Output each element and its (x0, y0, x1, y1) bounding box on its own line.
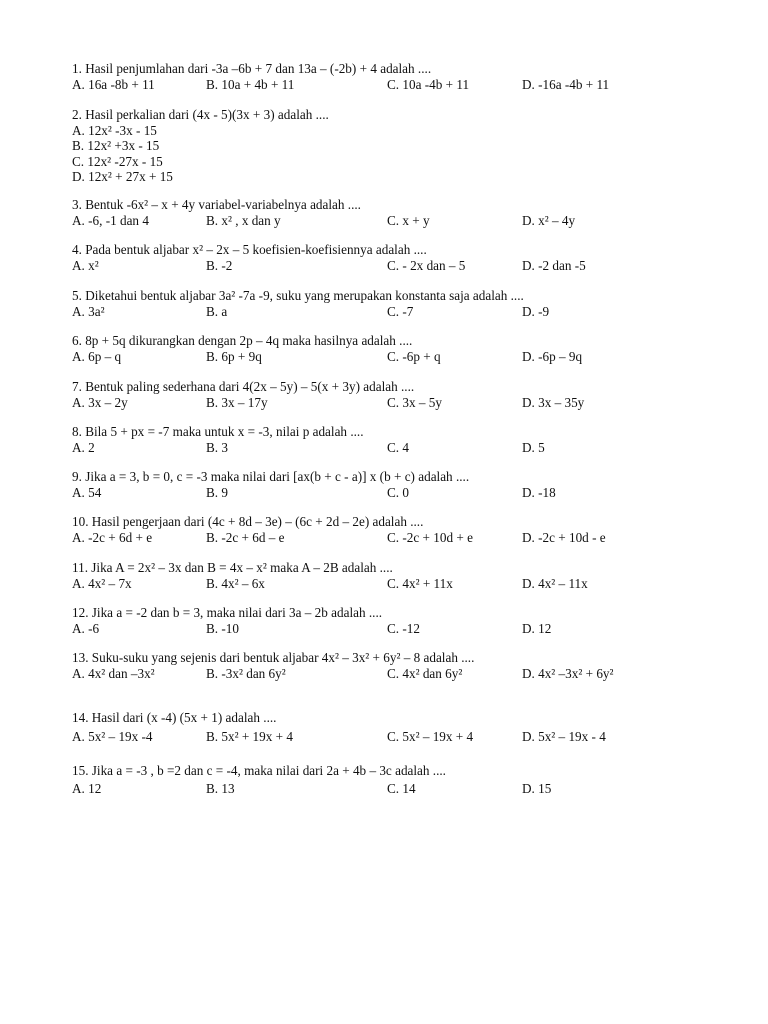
question-8 (72, 424, 692, 455)
option-b: B. 10a + 4b + 11 (206, 76, 295, 92)
option-b: B. -2 (206, 257, 233, 273)
option-d: D. -9 (522, 303, 550, 319)
question-11 (72, 560, 692, 591)
options-row (72, 258, 692, 274)
options-row (72, 530, 692, 546)
option-b: B. 9 (206, 484, 228, 500)
option-b: B. -2c + 6d – e (206, 529, 285, 545)
option-c: C. 4 (387, 439, 409, 455)
question-stem: 6. 8p + 5q dikurangkan dengan 2p – 4q maka hasilnya adalah .... (72, 333, 413, 348)
option-d: D. -18 (522, 484, 556, 500)
question-stem: 10. Hasil pengerjaan dari (4c + 8d – 3e) – (6c + 2d – 2e) adalah .... (72, 514, 424, 529)
option-a: A. 3a² (72, 303, 105, 319)
options-row (72, 77, 692, 93)
question-stem: 7. Bentuk paling sederhana dari 4(2x – 5y) – 5(x + 3y) adalah .... (72, 379, 415, 394)
question-6 (72, 333, 692, 364)
option-d: D. 5 (522, 439, 545, 455)
options-row (72, 729, 692, 745)
question-stem: 15. Jika a = -3 , b =2 dan c = -4, maka nilai dari 2a + 4b – 3c adalah .... (72, 763, 446, 778)
option-b: B. 6p + 9q (206, 348, 262, 364)
question-stem: 9. Jika a = 3, b = 0, c = -3 maka nilai dari [ax(b + c - a)] x (b + c) adalah .... (72, 469, 470, 484)
question-7 (72, 379, 692, 410)
option-d: D. 4x² – 11x (522, 575, 588, 591)
option-a: A. 4x² dan –3x² (72, 665, 155, 681)
option-b: B. 3x – 17y (206, 394, 268, 410)
option-c: C. 12x² -27x - 15 (72, 153, 163, 169)
question-stem: 13. Suku-suku yang sejenis dari bentuk aljabar 4x² – 3x² + 6y² – 8 adalah .... (72, 650, 475, 665)
option-b: B. -3x² dan 6y² (206, 665, 286, 681)
option-c: C. 4x² + 11x (387, 575, 453, 591)
option-d: D. -2 dan -5 (522, 257, 586, 273)
option-a: A. 5x² – 19x -4 (72, 728, 153, 744)
options-row (72, 440, 692, 456)
option-d: D. -6p – 9q (522, 348, 583, 364)
option-a: A. 54 (72, 484, 102, 500)
option-c: C. -2c + 10d + e (387, 529, 473, 545)
question-4 (72, 242, 692, 273)
options-row (72, 349, 692, 365)
option-d: D. -2c + 10d - e (522, 529, 606, 545)
option-c: C. 0 (387, 484, 409, 500)
question-stem: 1. Hasil penjumlahan dari -3a –6b + 7 dan 13a – (-2b) + 4 adalah .... (72, 61, 432, 76)
question-stem: 14. Hasil dari (x -4) (5x + 1) adalah .... (72, 710, 277, 725)
option-b: B. a (206, 303, 228, 319)
option-b: B. 12x² +3x - 15 (72, 138, 160, 153)
options-row (72, 576, 692, 592)
options-row (72, 213, 692, 229)
question-9 (72, 469, 692, 500)
option-c: C. - 2x dan – 5 (387, 257, 466, 273)
option-b: B. x² , x dan y (206, 212, 281, 228)
option-a: A. 16a -8b + 11 (72, 76, 155, 92)
option-a: A. -6, -1 dan 4 (72, 212, 149, 228)
option-b: B. 13 (206, 780, 235, 796)
options-row (72, 485, 692, 501)
question-stem: 5. Diketahui bentuk aljabar 3a² -7a -9, suku yang merupakan konstanta saja adalah .... (72, 288, 524, 303)
option-b: B. 4x² – 6x (206, 575, 265, 591)
option-c: C. -7 (387, 303, 414, 319)
option-c: C. x + y (387, 212, 430, 228)
option-c: C. 3x – 5y (387, 394, 442, 410)
option-a: A. 12x² -3x - 15 (72, 122, 157, 138)
options-row (72, 395, 692, 411)
option-d: D. 4x² –3x² + 6y² (522, 665, 614, 681)
option-a: A. x² (72, 257, 99, 273)
option-a: A. -6 (72, 620, 100, 636)
question-12 (72, 605, 692, 636)
option-d: D. 5x² – 19x - 4 (522, 728, 606, 744)
question-2 (72, 107, 692, 185)
option-c: C. 14 (387, 780, 416, 796)
question-5 (72, 288, 692, 319)
option-d: D. x² – 4y (522, 212, 576, 228)
options-row (72, 304, 692, 320)
question-3 (72, 197, 692, 228)
question-stem: 3. Bentuk -6x² – x + 4y variabel-variabelnya adalah .... (72, 197, 361, 212)
options-row (72, 781, 692, 797)
option-b: B. -10 (206, 620, 239, 636)
option-c: C. 10a -4b + 11 (387, 76, 470, 92)
question-15 (72, 763, 692, 796)
question-stem: 11. Jika A = 2x² – 3x dan B = 4x – x² maka A – 2B adalah .... (72, 560, 393, 575)
option-a: A. 3x – 2y (72, 394, 128, 410)
question-stem: 8. Bila 5 + px = -7 maka untuk x = -3, nilai p adalah .... (72, 424, 364, 439)
option-a: A. 2 (72, 439, 95, 455)
option-c: C. -6p + q (387, 348, 441, 364)
option-d: D. -16a -4b + 11 (522, 76, 610, 92)
option-a: A. 4x² – 7x (72, 575, 132, 591)
option-c: C. 4x² dan 6y² (387, 665, 463, 681)
option-a: A. 6p – q (72, 348, 122, 364)
question-1 (72, 61, 692, 92)
options-row (72, 621, 692, 637)
question-stem: 4. Pada bentuk aljabar x² – 2x – 5 koefisien-koefisiennya adalah .... (72, 242, 427, 257)
option-b: B. 5x² + 19x + 4 (206, 728, 293, 744)
option-d: D. 12 (522, 620, 552, 636)
option-a: A. -2c + 6d + e (72, 529, 153, 545)
options-row (72, 666, 692, 682)
question-stem: 2. Hasil perkalian dari (4x - 5)(3x + 3) adalah .... (72, 107, 329, 122)
option-d: D. 3x – 35y (522, 394, 585, 410)
option-b: B. 3 (206, 439, 228, 455)
question-stem: 12. Jika a = -2 dan b = 3, maka nilai dari 3a – 2b adalah .... (72, 605, 383, 620)
question-13 (72, 650, 692, 681)
option-c: C. -12 (387, 620, 420, 636)
option-d: D. 12x² + 27x + 15 (72, 169, 173, 184)
question-14 (72, 710, 692, 744)
option-c: C. 5x² – 19x + 4 (387, 728, 474, 744)
option-d: D. 15 (522, 780, 552, 796)
question-10 (72, 514, 692, 545)
option-a: A. 12 (72, 780, 102, 796)
